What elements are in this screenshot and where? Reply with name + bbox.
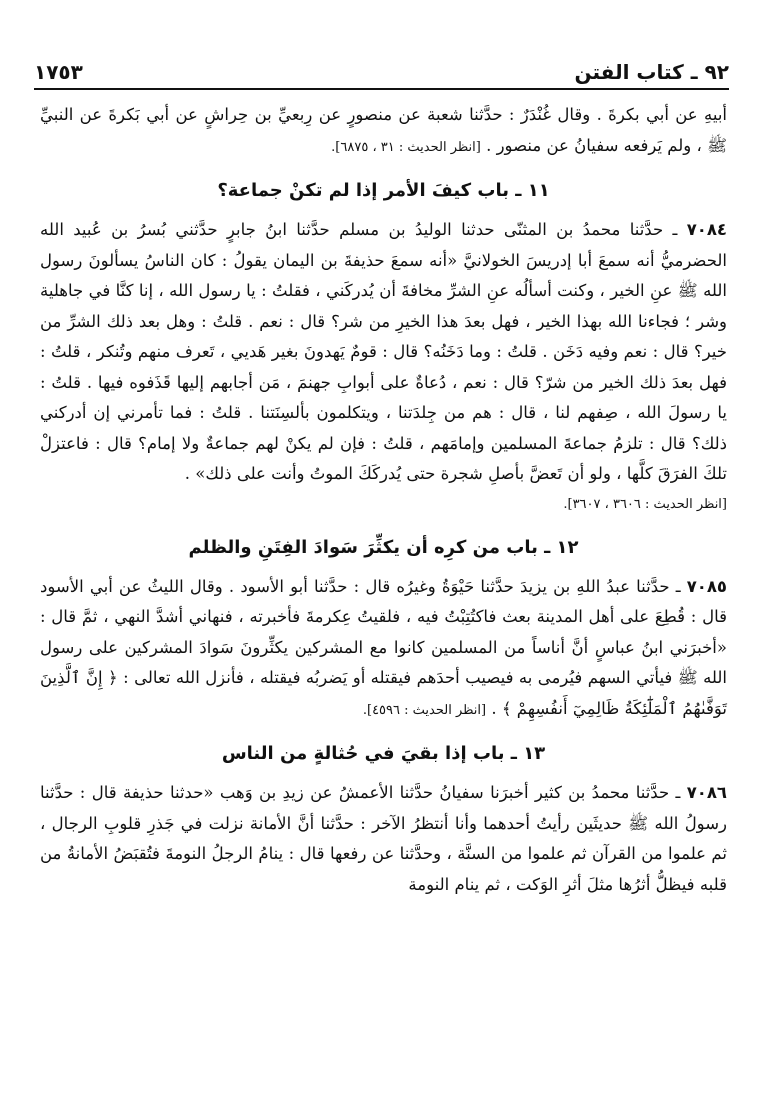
page-header bbox=[34, 58, 729, 90]
hadith-number: ٧٠٨٦ bbox=[686, 783, 727, 802]
hadith-7084 bbox=[40, 215, 727, 490]
intro-paragraph bbox=[40, 100, 727, 163]
hadith-number: ٧٠٨٤ bbox=[686, 220, 727, 239]
chapter-heading-13: ١٣ ـ باب إذا بقيَ في حُثالةٍ من الناس bbox=[221, 743, 546, 764]
book-title: ٩٢ ـ كتاب الفتن bbox=[574, 60, 729, 84]
hadith-7085 bbox=[40, 572, 727, 727]
cross-reference: [انظر الحديث : ٣٦٠٦ ، ٣٦٠٧]. bbox=[563, 496, 727, 512]
hadith-text: ـ حدَّثنا محمدُ بن كثير أخبرَنا سفيانُ حدَّثنا الأعمشُ عن زيدِ بن وَهب «حدثنا حذيفة قال : حدَّثنا رسولُ الله ﷺ حديثَين رأيتُ أحدهما وأنا أنتظرُ الآخر : حدَّثنا أنَّ الأمانة نزلت في جَذرِ قلوبِ الرجال ، ثم علموا من القرآن ثم علموا من السنَّة ، وحدَّثنا عن رفعها قال : ينامُ الرجلُ النومةَ فتُقبَضُ الأمانةُ من قلبه فيظلُّ أثرُها مثلَ أثرِ الوَكت ، ثم ينام النومة bbox=[40, 783, 727, 894]
hadith-text: ـ حدَّثنا عبدُ اللهِ بن يزيدَ حدَّثنا حَيْوَةُ وغيرُه قال : حدَّثنا أبو الأسود . وقال الليثُ عن أبي الأسود قال : قُطِعَ على أهل المدينة بعث فاكتُتِبْتُ فيه ، فلقيتُ عِكرمةَ فأخبرته ، فنهاني أشدَّ النهي ، ثمَّ قال : «أخبرَني ابنُ عباسٍ أنَّ أناساً من المسلمين كانوا مع المشركين يكثِّرونَ سَوادَ المشركين على رسول الله ﷺ فيأتي السهم فيُرمى به فيصيب أحدَهم فيقتله أو يَضربُه فيقتله ، فأنزل الله تعالى : ﴿ إِنَّ ٱلَّذِينَ تَوَفَّىٰهُمُ ٱلْمَلَٰٓئِكَةُ ظَالِمِيٓ أَنفُسِهِمْ ﴾ . bbox=[40, 576, 727, 718]
intro-text: أبيهِ عن أبي بكرةَ . وقال غُنْدَرٌ : حدَّثنا شعبة عن منصورٍ عن رِبعيِّ بن حِراشٍ عن أبي بَكرةَ عن النبيِّ ﷺ ، ولم يَرفعه سفيانُ عن منصور . bbox=[40, 105, 727, 155]
cross-reference: [انظر الحديث : ٤٥٩٦]. bbox=[362, 702, 487, 718]
hadith-number: ٧٠٨٥ bbox=[686, 576, 727, 596]
hadith-7086 bbox=[40, 778, 727, 900]
intro-cross-reference: [انظر الحديث : ٣١ ، ٦٨٧٥]. bbox=[331, 139, 481, 155]
chapter-heading-11: ١١ ـ باب كيفَ الأمر إذا لم تكنْ جماعة؟ bbox=[217, 180, 550, 201]
chapter-heading-12: ١٢ ـ باب من كرِه أن يكثِّرَ سَوادَ الفِتَنِ والظلم bbox=[188, 536, 579, 558]
page-body bbox=[40, 100, 727, 900]
page-number: ١٧٥٣ bbox=[34, 60, 83, 84]
hadith-text: ـ حدَّثنا محمدُ بن المثنّى حدثنا الوليدُ بن مسلم حدَّثنا ابنُ جابرٍ حدَّثني بُسرُ بن عُبيد الله الحضرميُّ أنه سمعَ أبا إدريسَ الخولانيَّ «أنه سمعَ حذيفةَ بن اليمان يقولُ : كان الناسُ يسألونَ رسول الله ﷺ عنِ الخير ، وكنت أسألُه عنِ الشرِّ مخافةَ أن يُدركَني ، فقلتُ : يا رسول الله ، إنا كنَّا في جاهلية وشر ؛ فجاءنا الله بهذا الخير ، فهل بعدَ هذا الخيرِ من شر؟ قال : نعم . قلتُ : وهل بعد ذلك الشرِّ من خير؟ قال : نعم وفيه دَخَن . قلتُ : وما دَخَنُه؟ قال : قومٌ يَهدونَ بغير هَديي ، تَعرف منهم وتُنكر ، قلتُ : فهل بعدَ ذلك الخير من شرّ؟ قال : نعم ، دُعاةٌ على أبوابِ جهنمَ ، مَن أجابهم إليها قَذَفوه فيها . قلتُ : يا رسولَ الله ، صِفهم لنا ، قال : هم من جِلدَتنا ، ويتكلمون بألسِنَتنا . قلتُ : فما تأمرني إن أدركني ذلك؟ قال : تلزمُ جماعةَ المسلمين وإمامَهم ، قلتُ : فإن لم يكنْ لهم جماعةٌ ولا إمام؟ قال : فاعتزلْ تلكَ الفرَقَ كلَّها ، ولو أن تَعضَّ بأصلِ شجرة حتى يُدركَكَ الموتُ وأنت على ذلك» . bbox=[40, 220, 727, 483]
